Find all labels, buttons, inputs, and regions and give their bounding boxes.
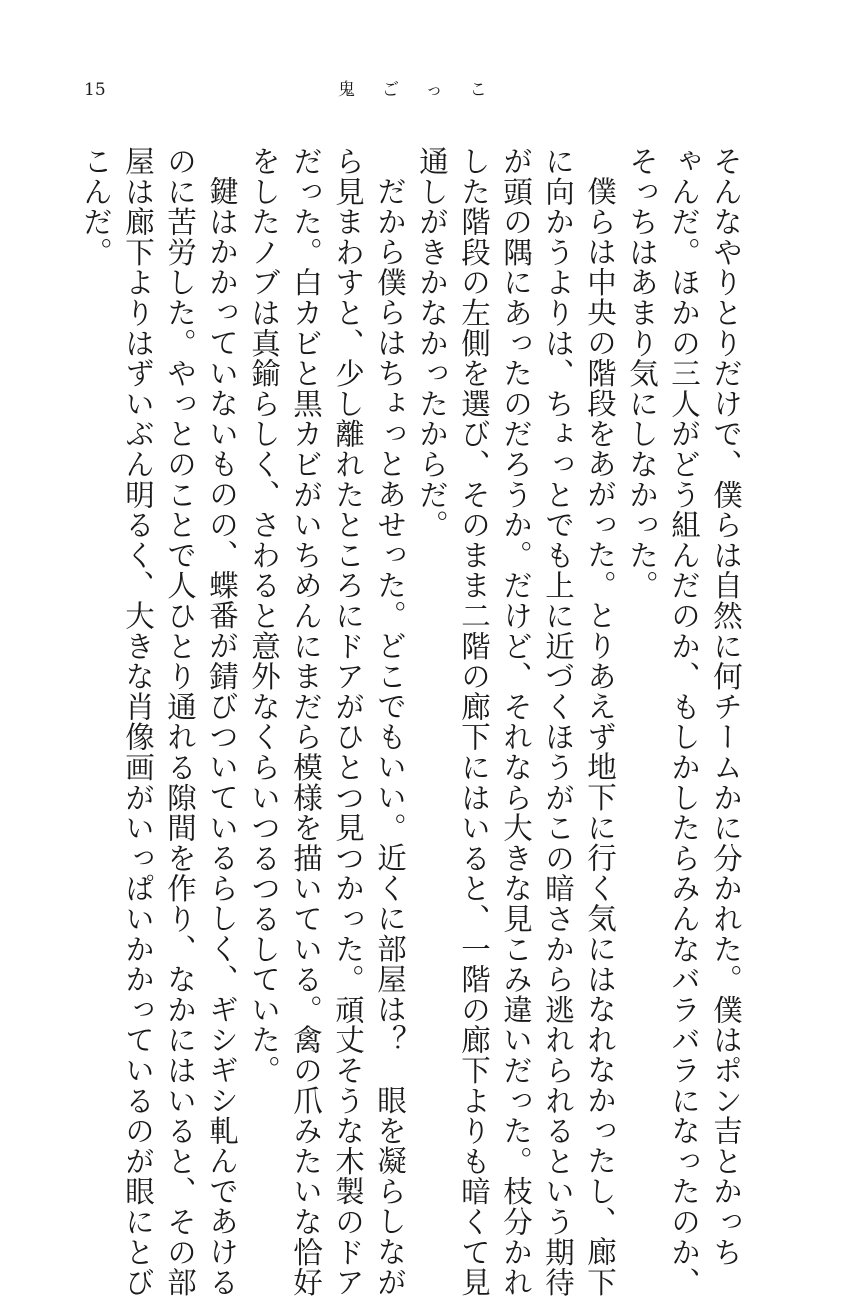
page-number: 15 (84, 80, 106, 100)
text-line: 屋は廊下よりはずいぶん明るく、大きな肖像画がいっぱいかかっているのが眼にとび (121, 146, 155, 1297)
text-line: そっちはあまり気にしなかった。 (625, 146, 659, 601)
text-line: に向かうよりは、ちょっとでも上に近づくほうがこの暗さから逃れられるという期待 (541, 146, 575, 1297)
text-line: が頭の隅にあったのだろうか。だけど、それなら大きな見こみ違いだった。枝分かれ (499, 146, 533, 1297)
text-line: こんだ。 (79, 146, 113, 268)
text-line: ゃんだ。ほかの三人がどう組んだのか、もしかしたらみんなバラバラになったのか、 (667, 146, 701, 1297)
body-text (75, 146, 747, 1297)
running-title: 鬼ごっこ (338, 80, 514, 100)
text-line: のに苦労した。やっとのことで人ひとり通れる隙間を作り、なかにはいると、その部 (163, 146, 197, 1297)
text-line: 僕らは中央の階段をあがった。とりあえず地下に行く気にはなれなかったし、廊下 (583, 175, 617, 1297)
text-line: だった。白カビと黒カビがいちめんにまだら模様を描いている。禽の爪みたいな恰好 (289, 146, 323, 1297)
text-line: をしたノブは真鍮らしく、さわると意外なくらいつるつるしていた。 (247, 146, 281, 1086)
text-line: だから僕らはちょっとあせった。どこでもいい。近くに部屋は？ 眼を凝らしなが (373, 175, 407, 1297)
text-line: した階段の左側を選び、そのまま二階の廊下にはいると、一階の廊下よりも暗くて見 (457, 146, 491, 1297)
text-line: 通しがきかなかったからだ。 (415, 146, 449, 540)
text-line: ら見まわすと、少し離れたところにドアがひとつ見つかった。頑丈そうな木製のドア (331, 146, 365, 1297)
text-line: 鍵はかかっていないものの、蝶番が錆びついているらしく、ギシギシ軋んであける (205, 175, 239, 1297)
text-line: そんなやりとりだけで、僕らは自然に何チームかに分かれた。僕はポン吉とかっち (709, 146, 743, 1268)
